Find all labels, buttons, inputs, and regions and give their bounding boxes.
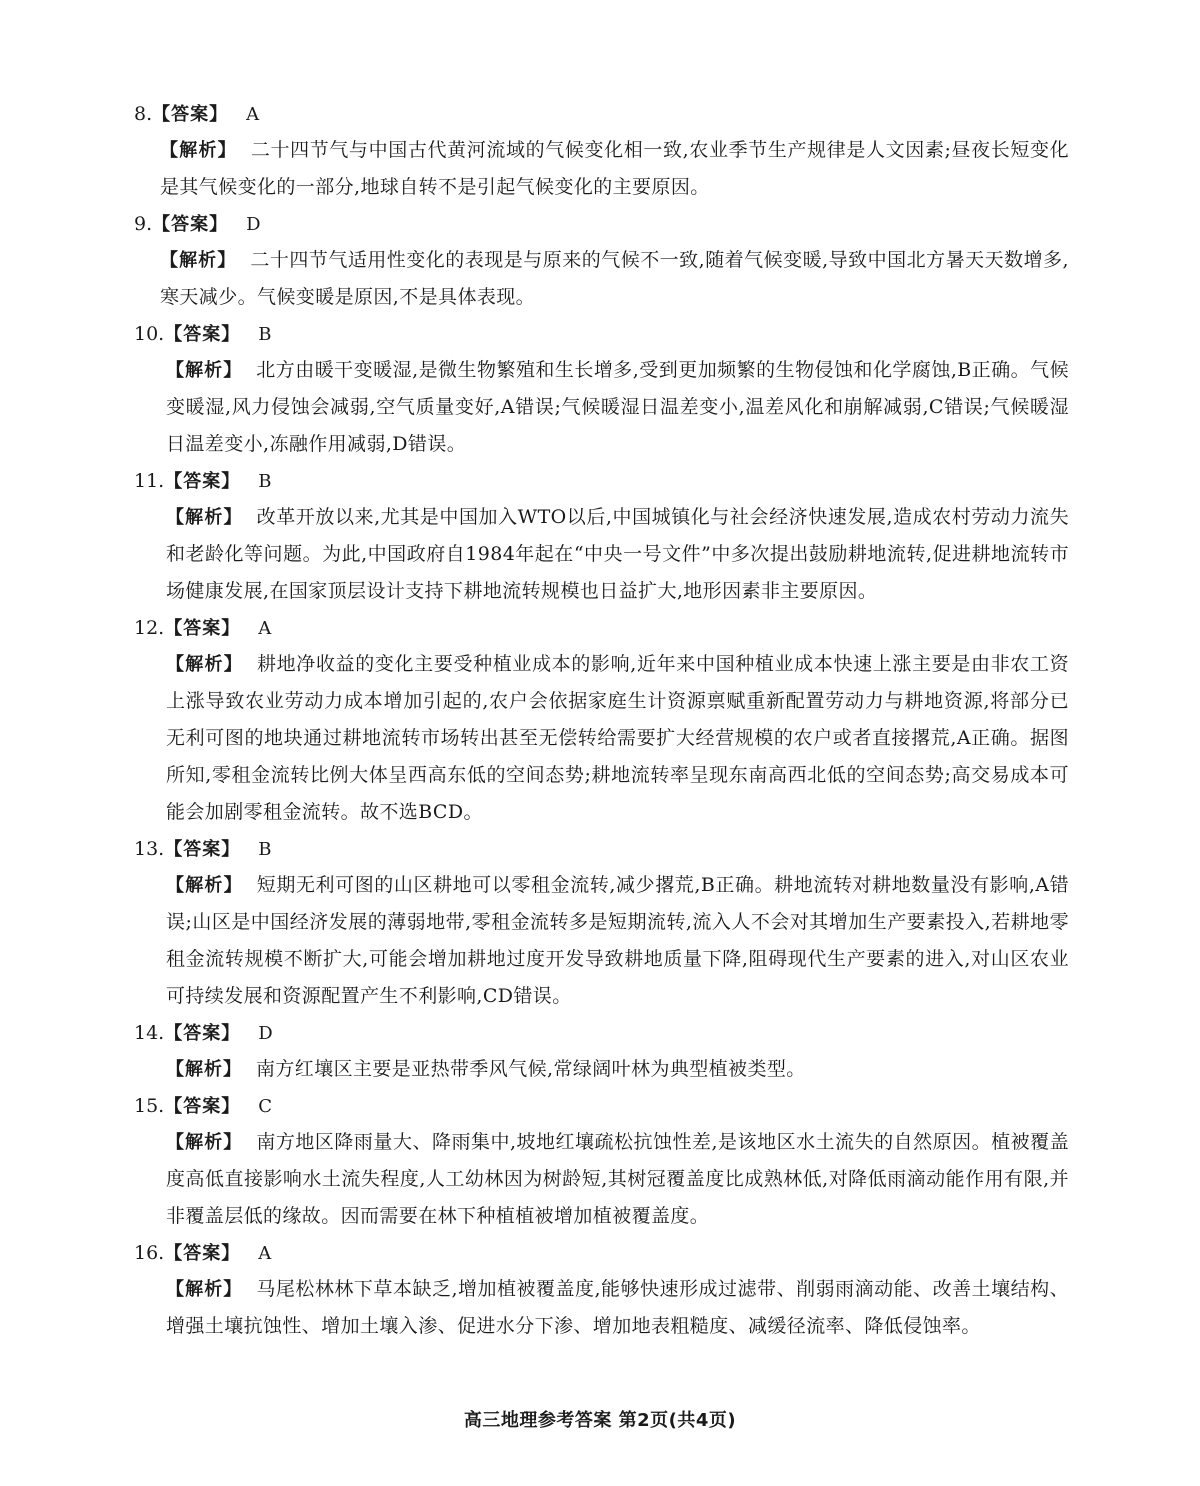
answer-value: D <box>258 1023 273 1044</box>
analysis-text: 马尾松林林下草本缺乏,增加植被覆盖度,能够快速形成过滤带、削弱雨滴动能、改善土壤结构、增强土壤抗蚀性、增加土壤入渗、促进水分下渗、增加地表粗糙度、减缓径流率、降低侵蚀率。 <box>166 1278 1069 1337</box>
analysis-paragraph <box>166 352 1069 463</box>
question-number: 15. <box>134 1095 165 1117</box>
question-number: 9. <box>134 213 153 235</box>
answer-line <box>134 96 1069 132</box>
answer-line <box>134 463 1069 499</box>
analysis-paragraph <box>166 1124 1069 1235</box>
analysis-paragraph <box>166 1271 1069 1345</box>
answer-value: B <box>258 839 272 860</box>
answer-value: D <box>246 214 261 235</box>
question-number: 8. <box>134 103 153 125</box>
analysis-paragraph <box>166 646 1069 831</box>
answer-tag: 【答案】 <box>164 1023 241 1044</box>
answer-line <box>134 206 1069 242</box>
answer-item <box>134 206 1069 316</box>
answer-value: C <box>258 1096 272 1117</box>
answer-item <box>134 831 1069 1015</box>
analysis-text: 南方红壤区主要是亚热带季风气候,常绿阔叶林为典型植被类型。 <box>256 1058 806 1080</box>
answer-value: A <box>246 104 260 125</box>
answer-value: B <box>258 471 272 492</box>
question-number: 13. <box>134 838 165 860</box>
analysis-tag: 【解析】 <box>166 654 243 675</box>
answer-item <box>134 463 1069 610</box>
answer-tag: 【答案】 <box>164 471 241 492</box>
answer-line <box>134 1235 1069 1271</box>
analysis-paragraph <box>166 1051 1069 1088</box>
analysis-tag: 【解析】 <box>166 507 243 528</box>
analysis-text: 北方由暖干变暖湿,是微生物繁殖和生长增多,受到更加频繁的生物侵蚀和化学腐蚀,B正确。气候变暖湿,风力侵蚀会减弱,空气质量变好,A错误;气候暖湿日温差变小,温差风化和崩解减弱,C错误;气候暖湿日温差变小,冻融作用减弱,D错误。 <box>166 359 1070 455</box>
answer-tag: 【答案】 <box>152 214 229 235</box>
analysis-text: 改革开放以来,尤其是中国加入WTO以后,中国城镇化与社会经济快速发展,造成农村劳动力流失和老龄化等问题。为此,中国政府自1984年起在“中央一号文件”中多次提出鼓励耕地流转,促进耕地流转市场健康发展,在国家顶层设计支持下耕地流转规模也日益扩大,地形因素非主要原因。 <box>166 506 1070 602</box>
analysis-paragraph <box>166 499 1069 610</box>
analysis-text: 南方地区降雨量大、降雨集中,坡地红壤疏松抗蚀性差,是该地区水土流失的自然原因。植被覆盖度高低直接影响水土流失程度,人工幼林因为树龄短,其树冠覆盖度比成熟林低,对降低雨滴动能作用有限,并非覆盖层低的缘故。因而需要在林下种植植被增加植被覆盖度。 <box>166 1131 1069 1227</box>
analysis-tag: 【解析】 <box>166 360 243 381</box>
question-number: 12. <box>134 617 165 639</box>
answer-value: A <box>258 1243 272 1264</box>
page-footer: 高三地理参考答案 第2页(共4页) <box>463 1410 737 1431</box>
analysis-tag: 【解析】 <box>160 250 237 271</box>
answer-item <box>134 1088 1069 1235</box>
answer-tag: 【答案】 <box>152 104 229 125</box>
analysis-tag: 【解析】 <box>160 140 237 161</box>
question-number: 16. <box>134 1242 165 1264</box>
answer-value: A <box>258 618 272 639</box>
answer-list <box>134 96 1069 1345</box>
answer-value: B <box>258 324 272 345</box>
question-number: 11. <box>134 470 165 492</box>
question-number: 14. <box>134 1022 165 1044</box>
answer-tag: 【答案】 <box>164 324 241 345</box>
analysis-paragraph <box>166 867 1069 1015</box>
analysis-text: 二十四节气适用性变化的表现是与原来的气候不一致,随着气候变暖,导致中国北方暑天天数增多,寒天减少。气候变暖是原因,不是具体表现。 <box>160 249 1069 308</box>
answer-item <box>134 316 1069 463</box>
answer-line <box>134 1088 1069 1124</box>
analysis-tag: 【解析】 <box>166 1132 243 1153</box>
answer-line <box>134 1015 1069 1051</box>
question-number: 10. <box>134 323 165 345</box>
answer-line <box>134 316 1069 352</box>
answer-tag: 【答案】 <box>164 1096 241 1117</box>
analysis-text: 耕地净收益的变化主要受种植业成本的影响,近年来中国种植业成本快速上涨主要是由非农工资上涨导致农业劳动力成本增加引起的,农户会依据家庭生计资源禀赋重新配置劳动力与耕地资源,将部分已无利可图的地块通过耕地流转市场转出甚至无偿转给需要扩大经营规模的农户或者直接撂荒,A正确。据图所知,零租金流转比例大体呈西高东低的空间态势;耕地流转率呈现东南高西北低的空间态势;高交易成本可能会加剧零租金流转。故不选BCD。 <box>166 653 1070 823</box>
analysis-paragraph <box>160 132 1069 206</box>
analysis-tag: 【解析】 <box>166 875 243 896</box>
analysis-paragraph <box>160 242 1069 316</box>
analysis-text: 二十四节气与中国古代黄河流域的气候变化相一致,农业季节生产规律是人文因素;昼夜长短变化是其气候变化的一部分,地球自转不是引起气候变化的主要原因。 <box>160 139 1069 198</box>
answer-item <box>134 1015 1069 1088</box>
answer-line <box>134 610 1069 646</box>
answer-tag: 【答案】 <box>164 1243 241 1264</box>
answer-item <box>134 610 1069 831</box>
answer-line <box>134 831 1069 867</box>
answer-item <box>134 1235 1069 1345</box>
answer-item <box>134 96 1069 206</box>
answer-tag: 【答案】 <box>164 839 241 860</box>
analysis-text: 短期无利可图的山区耕地可以零租金流转,减少撂荒,B正确。耕地流转对耕地数量没有影响,A错误;山区是中国经济发展的薄弱地带,零租金流转多是短期流转,流入人不会对其增加生产要素投入,若耕地零租金流转规模不断扩大,可能会增加耕地过度开发导致耕地质量下降,阻碍现代生产要素的进入,对山区农业可持续发展和资源配置产生不利影响,CD错误。 <box>166 874 1069 1007</box>
analysis-tag: 【解析】 <box>166 1279 243 1300</box>
analysis-tag: 【解析】 <box>166 1059 242 1080</box>
answer-tag: 【答案】 <box>164 618 241 639</box>
